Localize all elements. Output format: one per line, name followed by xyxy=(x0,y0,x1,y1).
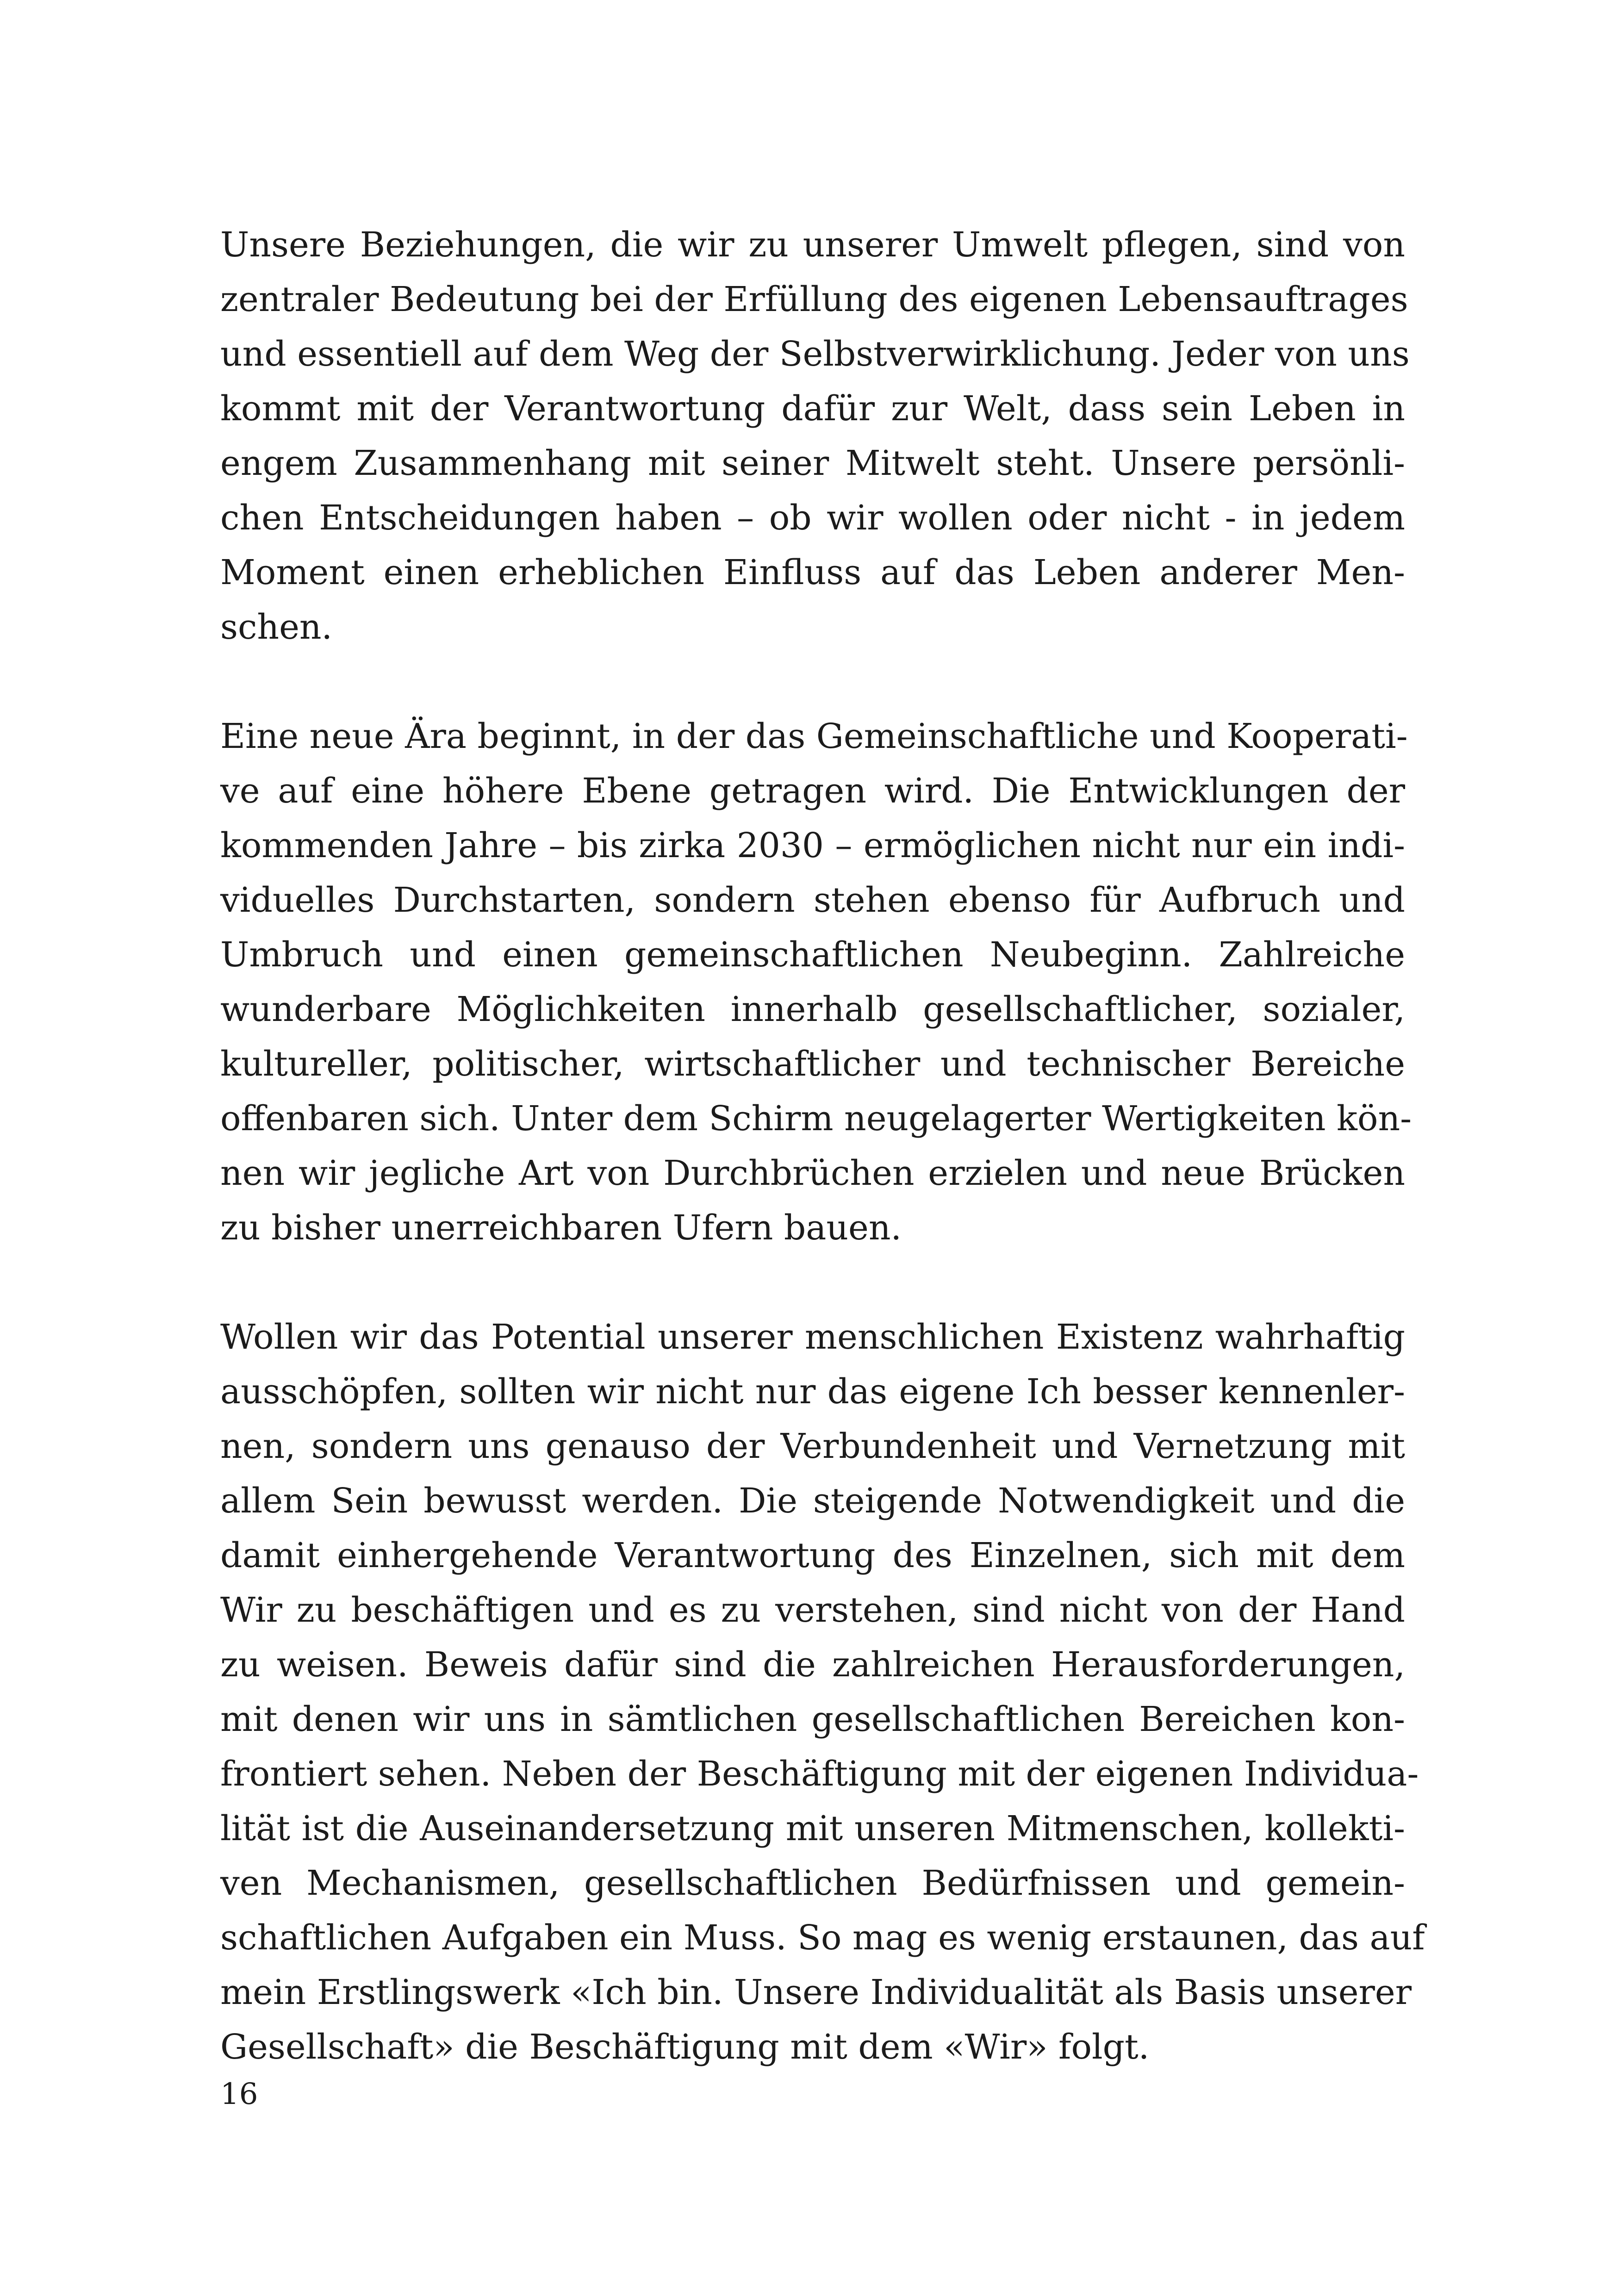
page-number: 16 xyxy=(220,2077,258,2111)
text-line: ve auf eine höhere Ebene getragen wird. Die Entwicklungen der xyxy=(220,771,1405,811)
text-line: kommenden Jahre – bis zirka 2030 – ermöglichen nicht nur ein indi- xyxy=(220,826,1405,865)
text-line: mein Erstlingswerk «Ich bin. Unsere Individualität als Basis unserer xyxy=(220,1972,1412,2012)
text-line: viduelles Durchstarten, sondern stehen ebenso für Aufbruch und xyxy=(220,880,1405,920)
text-line: kultureller, politischer, wirtschaftlicher und technischer Bereiche xyxy=(220,1044,1405,1084)
text-line: engem Zusammenhang mit seiner Mitwelt steht. Unsere persönli- xyxy=(220,443,1405,483)
text-line: Umbruch und einen gemeinschaftlichen Neubeginn. Zahlreiche xyxy=(220,935,1405,975)
text-line: frontiert sehen. Neben der Beschäftigung mit der eigenen Individua- xyxy=(220,1754,1419,1794)
text-line: damit einhergehende Verantwortung des Einzelnen, sich mit dem xyxy=(220,1536,1405,1575)
text-line: nen, sondern uns genauso der Verbundenheit und Vernetzung mit xyxy=(220,1426,1405,1466)
text-line: Wir zu beschäftigen und es zu verstehen, sind nicht von der Hand xyxy=(220,1590,1405,1630)
text-line: Eine neue Ära beginnt, in der das Gemeinschaftliche und Kooperati- xyxy=(220,716,1408,756)
text-line: ven Mechanismen, gesellschaftlichen Bedürfnissen und gemein- xyxy=(220,1863,1405,1903)
text-line: zu bisher unerreichbaren Ufern bauen. xyxy=(220,1208,902,1248)
text-line: allem Sein bewusst werden. Die steigende Notwendigkeit und die xyxy=(220,1481,1405,1521)
body-text xyxy=(220,218,1425,2129)
text-line: lität ist die Auseinandersetzung mit unseren Mitmenschen, kollekti- xyxy=(220,1809,1405,1848)
paragraph-1 xyxy=(220,218,1410,654)
text-line: Gesellschaft» die Beschäftigung mit dem «Wir» folgt. xyxy=(220,2027,1150,2067)
text-line: Moment einen erheblichen Einfluss auf das Leben anderer Men- xyxy=(220,553,1405,592)
text-line: wunderbare Möglichkeiten innerhalb gesellschaftlicher, sozialer, xyxy=(220,989,1405,1029)
text-line: nen wir jegliche Art von Durchbrüchen erzielen und neue Brücken xyxy=(220,1153,1405,1193)
text-line: Unsere Beziehungen, die wir zu unserer Umwelt pflegen, sind von xyxy=(220,225,1405,265)
text-line: zentraler Bedeutung bei der Erfüllung des eigenen Lebensauftrages xyxy=(220,280,1408,319)
text-line: Wollen wir das Potential unserer menschlichen Existenz wahrhaftig xyxy=(220,1317,1405,1357)
text-line: schen. xyxy=(220,607,333,647)
text-line: zu weisen. Beweis dafür sind die zahlreichen Herausforderungen, xyxy=(220,1645,1405,1685)
text-line: chen Entscheidungen haben – ob wir wollen oder nicht - in jedem xyxy=(220,498,1405,538)
text-line: mit denen wir uns in sämtlichen gesellschaftlichen Bereichen kon- xyxy=(220,1699,1405,1739)
paragraph-3 xyxy=(220,1310,1425,2074)
text-line: und essentiell auf dem Weg der Selbstverwirklichung. Jeder von uns xyxy=(220,334,1410,374)
text-line: kommt mit der Verantwortung dafür zur Welt, dass sein Leben in xyxy=(220,389,1405,429)
text-line: offenbaren sich. Unter dem Schirm neugelagerter Wertigkeiten kön- xyxy=(220,1099,1412,1139)
text-line: ausschöpfen, sollten wir nicht nur das eigene Ich besser kennenler- xyxy=(220,1372,1405,1412)
text-line: schaftlichen Aufgaben ein Muss. So mag es wenig erstaunen, das auf xyxy=(220,1918,1425,1958)
paragraph-2 xyxy=(220,709,1412,1255)
